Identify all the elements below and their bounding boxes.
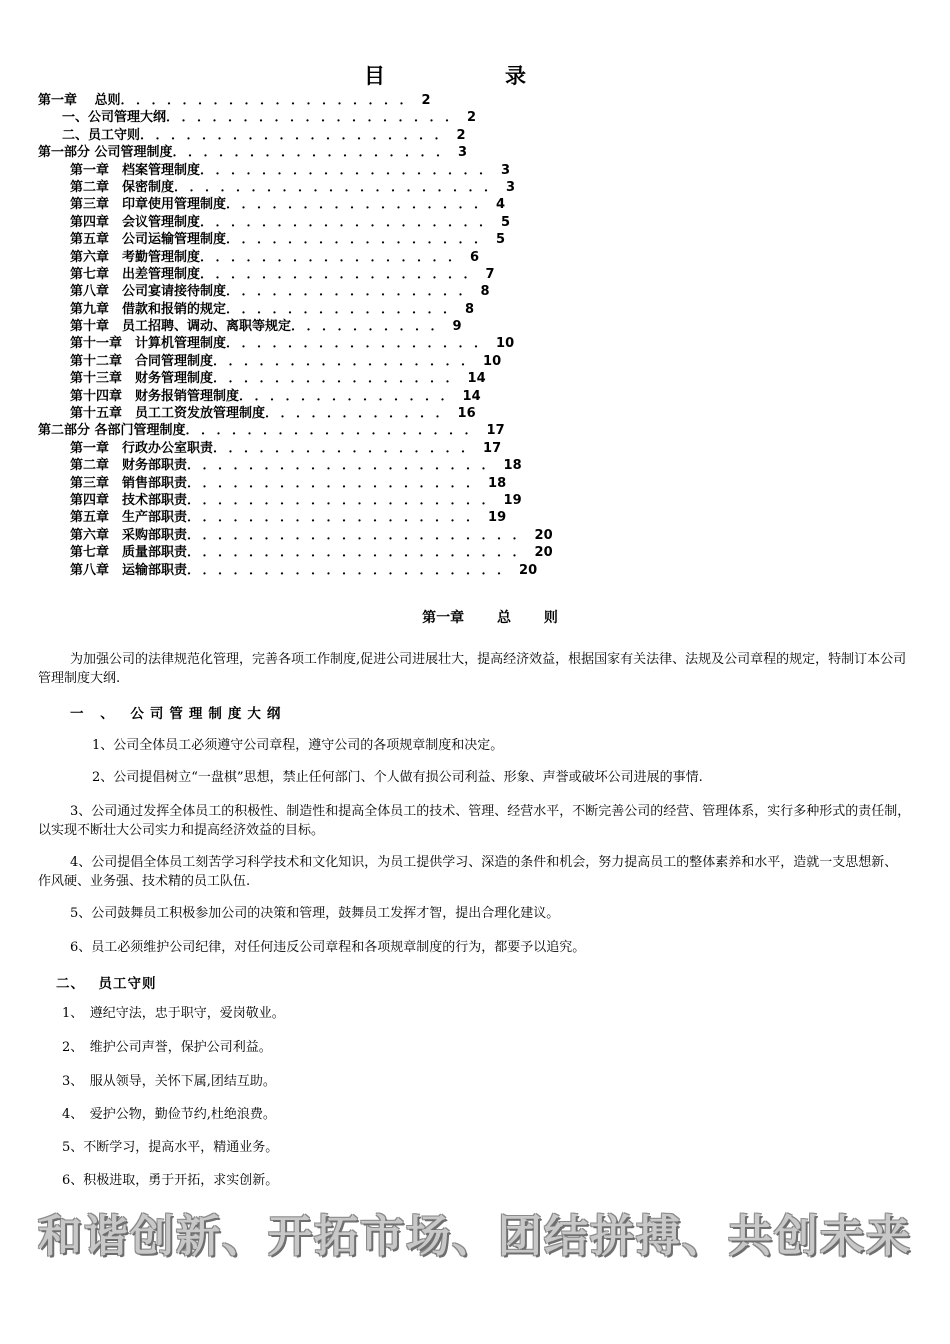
- toc-entry-page-number: 5: [496, 232, 506, 248]
- toc-entry-label: 第七章 质量部职责: [70, 545, 188, 561]
- toc-entry-page-number: 2: [421, 93, 431, 108]
- toc-entry: [38, 509, 553, 526]
- toc-entry: [38, 196, 553, 213]
- toc-entry-label: 第一章 总则: [38, 93, 121, 108]
- toc-entry-label: 第十三章 财务管理制度: [70, 371, 214, 387]
- toc-entry-page-number: 2: [467, 110, 477, 126]
- toc-entry: [38, 475, 553, 492]
- toc-entry: [38, 266, 553, 283]
- toc-entry-label: 第一章 行政办公室职责: [70, 440, 214, 456]
- toc-entry-page-number: 19: [488, 510, 507, 526]
- table-of-contents: [38, 92, 553, 579]
- toc-entry-label: 第十一章 计算机管理制度: [70, 336, 227, 352]
- toc-entry-leader-dots: ．．．．．．．．．．．．．．．．．．．: [200, 214, 502, 230]
- toc-entry-page-number: 8: [480, 284, 490, 300]
- toc-entry-leader-dots: ．．．．．．．．．．．．．．．．．．．: [187, 510, 489, 526]
- toc-entry-label: 第六章 采购部职责: [70, 527, 188, 543]
- toc-entry-page-number: 2: [456, 127, 466, 143]
- toc-entry: [38, 457, 553, 474]
- toc-entry: [38, 422, 553, 439]
- toc-entry-leader-dots: ．．．．．．．．．．．．．．．: [226, 301, 466, 317]
- toc-entry-page-number: 10: [483, 353, 502, 369]
- toc-entry-page-number: 3: [458, 145, 468, 161]
- toc-entry-page-number: 20: [534, 545, 553, 561]
- toc-entry-label: 第十五章 员工工资发放管理制度: [70, 406, 266, 422]
- outline-item: 5、公司鼓舞员工积极参加公司的决策和管理，鼓舞员工发挥才智，提出合理化建议。: [70, 906, 560, 921]
- toc-entry-leader-dots: ．．．．．．．．．．．．．．．．．．．．: [187, 492, 504, 508]
- intro-paragraph: 为加强公司的法律规范化管理，完善各项工作制度,促进公司进展壮大，提高经济效益，根据国家有关法律、法规及公司章程的规定，特制订本公司管理制度大纲.: [38, 652, 907, 686]
- toc-entry-page-number: 6: [470, 249, 480, 265]
- toc-entry-page-number: 8: [465, 301, 475, 317]
- toc-entry-page-number: 19: [503, 492, 522, 508]
- code-item: 3、 服从领导，关怀下属,团结互助。: [62, 1074, 276, 1089]
- toc-entry: [38, 179, 553, 196]
- toc-entry-label: 第四章 会议管理制度: [70, 214, 201, 230]
- toc-entry: [38, 283, 553, 300]
- toc-entry-label: 第九章 借款和报销的规定: [70, 301, 227, 317]
- toc-entry-leader-dots: ．．．．．．．．．．．．．．．．．: [200, 249, 471, 265]
- toc-entry-page-number: 16: [457, 406, 476, 422]
- toc-entry-label: 第二章 财务部职责: [70, 458, 188, 474]
- toc-entry-leader-dots: ．．．．．．．．．．: [291, 319, 453, 335]
- toc-entry-label: 第八章 公司宴请接待制度: [70, 284, 227, 300]
- toc-entry-page-number: 14: [467, 371, 486, 387]
- code-item: 6、积极进取，勇于开拓，求实创新。: [62, 1173, 279, 1188]
- toc-entry-leader-dots: ．．．．．．．．．．．．．．．．．．．．．．: [187, 527, 535, 543]
- toc-entry: [38, 405, 553, 422]
- toc-entry-label: 第一部分 公司管理制度: [38, 145, 173, 161]
- toc-entry: [38, 214, 553, 231]
- toc-entry: [38, 109, 553, 126]
- toc-entry-page-number: 4: [496, 197, 506, 213]
- toc-entry-page-number: 7: [485, 266, 495, 282]
- toc-entry-leader-dots: ．．．．．．．．．．．．．．．．．．．．: [140, 127, 457, 143]
- toc-entry: [38, 353, 553, 370]
- company-slogan: 和谐创新、开拓市场、团结拼搏、共创未来: [38, 1211, 912, 1262]
- chapter-heading: 第一章 总 则: [422, 610, 558, 626]
- toc-entry-label: 第十四章 财务报销管理制度: [70, 388, 240, 404]
- outline-item: 6、员工必须维护公司纪律，对任何违反公司章程和各项规章制度的行为，都要予以追究。: [70, 940, 586, 955]
- section-heading-management-outline: 一 、 公司管理制度大纲: [70, 706, 287, 722]
- toc-entry-page-number: 20: [534, 527, 553, 543]
- toc-entry-page-number: 14: [462, 388, 481, 404]
- toc-entry-label: 第一章 档案管理制度: [70, 162, 201, 178]
- toc-entry-leader-dots: ．．．．．．．．．．．．．．．．．．．: [120, 93, 422, 108]
- toc-entry-page-number: 17: [483, 440, 502, 456]
- code-item: 5、不断学习，提高水平，精通业务。: [62, 1140, 279, 1155]
- toc-entry: [38, 335, 553, 352]
- toc-entry: [38, 162, 553, 179]
- toc-entry: [38, 127, 553, 144]
- toc-entry-page-number: 18: [503, 458, 522, 474]
- toc-entry-page-number: 9: [452, 319, 462, 335]
- toc-entry-leader-dots: ．．．．．．．．．．．．．．．．．: [226, 336, 497, 352]
- outline-item: 2、公司提倡树立“一盘棋”思想，禁止任何部门、个人做有损公司利益、形象、声誉或破坏公司进展的事情.: [92, 770, 703, 785]
- toc-entry-leader-dots: ．．．．．．．．．．．．．．．．．．．．: [187, 458, 504, 474]
- toc-entry-label: 第六章 考勤管理制度: [70, 249, 201, 265]
- toc-entry-label: 二、员工守则: [62, 127, 141, 143]
- toc-entry-leader-dots: ．．．．．．．．．．．．．．．．．．．．．: [174, 179, 507, 195]
- toc-entry-label: 第二部分 各部门管理制度: [38, 423, 186, 439]
- code-item: 4、 爱护公物，勤俭节约,杜绝浪费。: [62, 1107, 276, 1122]
- toc-entry-leader-dots: ．．．．．．．．．．．．．．．．．．．: [166, 110, 468, 126]
- toc-entry-leader-dots: ．．．．．．．．．．．．．．．．．: [213, 353, 484, 369]
- toc-entry-label: 第二章 保密制度: [70, 179, 175, 195]
- toc-entry-label: 第十二章 合同管理制度: [70, 353, 214, 369]
- toc-entry: [38, 370, 553, 387]
- outline-item: 3、公司通过发挥全体员工的积极性、制造性和提高全体员工的技术、管理、经营水平，不断完善公司的经营、管理体系，实行多种形式的责任制，以实现不断壮大公司实力和提高经济效益的目标。: [38, 804, 911, 838]
- outline-item: 1、公司全体员工必须遵守公司章程，遵守公司的各项规章制度和决定。: [92, 738, 504, 753]
- toc-entry-label: 第四章 技术部职责: [70, 492, 188, 508]
- toc-entry-leader-dots: ．．．．．．．．．．．．．．．．．: [213, 440, 484, 456]
- toc-entry: [38, 544, 553, 561]
- toc-entry-label: 第五章 公司运输管理制度: [70, 232, 227, 248]
- toc-entry-page-number: 17: [486, 423, 505, 439]
- toc-entry: [38, 249, 553, 266]
- code-item: 1、 遵纪守法，忠于职守，爱岗敬业。: [62, 1006, 285, 1021]
- toc-entry-leader-dots: ．．．．．．．．．．．．．．．．．．．: [187, 475, 489, 491]
- toc-entry-label: 第十章 员工招聘、调动、离职等规定: [70, 319, 292, 335]
- toc-entry-leader-dots: ．．．．．．．．．．．．．．．．．．: [200, 266, 486, 282]
- toc-entry: [38, 144, 553, 161]
- toc-entry-label: 第八章 运输部职责: [70, 562, 188, 578]
- toc-entry-page-number: 20: [519, 562, 538, 578]
- toc-entry: [38, 388, 553, 405]
- toc-entry-label: 第三章 销售部职责: [70, 475, 188, 491]
- toc-entry: [38, 440, 553, 457]
- toc-entry-page-number: 10: [496, 336, 515, 352]
- toc-entry: [38, 318, 553, 335]
- toc-entry-leader-dots: ．．．．．．．．．．．．．．．．．: [226, 197, 497, 213]
- toc-entry-label: 第三章 印章使用管理制度: [70, 197, 227, 213]
- section-heading-employee-code: 二、 员工守则: [56, 976, 157, 992]
- toc-entry: [38, 492, 553, 509]
- toc-entry-leader-dots: ．．．．．．．．．．．．．．．．．．．: [200, 162, 502, 178]
- toc-entry: [38, 92, 553, 109]
- toc-entry-page-number: 3: [506, 179, 516, 195]
- toc-entry-leader-dots: ．．．．．．．．．．．．．．．．: [213, 371, 468, 387]
- toc-entry-leader-dots: ．．．．．．．．．．．．．．．．．．．．．．: [187, 545, 535, 561]
- toc-entry-leader-dots: ．．．．．．．．．．．．: [265, 406, 458, 422]
- toc-entry: [38, 301, 553, 318]
- outline-item: 4、公司提倡全体员工刻苦学习科学技术和文化知识，为员工提供学习、深造的条件和机会，努力提高员工的整体素养和水平，造就一支思想新、作风硬、业务强、技术精的员工队伍.: [38, 855, 898, 889]
- toc-entry-leader-dots: ．．．．．．．．．．．．．．．．．．．．．: [187, 562, 520, 578]
- toc-title: 目录: [364, 64, 646, 88]
- toc-entry-label: 一、公司管理大纲: [62, 110, 167, 126]
- toc-entry: [38, 231, 553, 248]
- toc-entry-leader-dots: ．．．．．．．．．．．．．．．．: [226, 284, 481, 300]
- toc-entry-label: 第七章 出差管理制度: [70, 266, 201, 282]
- toc-entry-page-number: 3: [501, 162, 511, 178]
- toc-entry-leader-dots: ．．．．．．．．．．．．．．．．．．．: [185, 423, 487, 439]
- toc-entry-leader-dots: ．．．．．．．．．．．．．．: [239, 388, 463, 404]
- toc-entry: [38, 562, 553, 579]
- toc-entry-page-number: 18: [488, 475, 507, 491]
- toc-entry-label: 第五章 生产部职责: [70, 510, 188, 526]
- code-item: 2、 维护公司声誉，保护公司利益。: [62, 1040, 272, 1055]
- toc-entry-page-number: 5: [501, 214, 511, 230]
- toc-entry-leader-dots: ．．．．．．．．．．．．．．．．．．: [172, 145, 459, 161]
- toc-entry: [38, 527, 553, 544]
- toc-entry-leader-dots: ．．．．．．．．．．．．．．．．．: [226, 232, 497, 248]
